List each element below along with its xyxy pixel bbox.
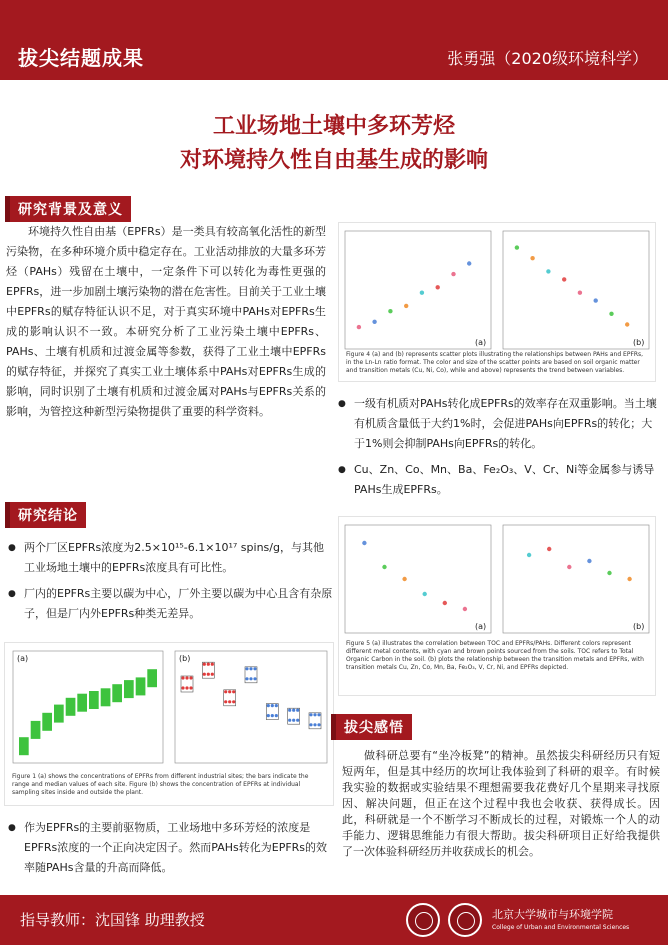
scatter-point: [567, 565, 571, 569]
background-paragraph: 环境持久性自由基（EPFRs）是一类具有较高氧化活性的新型污染物，在多种环境介质中稳定存在。工业活动排放的大量多环芳烃（PAHs）残留在土壤中，一定条件下可以转化为毒性更强的EPFRs，进一步加剧土壤污染物的潜在危害性。目前关于工业土壤中EPFRs的赋存特征认识不足，对于真实环境中PAHs对EPFRs生成的影响认识不一致。本研究分析了工业污染土壤中EPFRs、PAHs、土壤有机质和过渡金属等参数，获得了工业土壤中EPFRs的赋存特征，并探究了真实工业土壤体系中PAHs对EPFRs生成的影响，同时识别了土壤有机质和过渡金属对PAHs与EPFRs关系的影响，为管控这种新型污染物提供了重要的科学资料。: [6, 225, 326, 418]
bar: [147, 669, 157, 687]
scatter-point: [546, 269, 550, 273]
axis-frame: [503, 231, 649, 349]
box-point: [207, 673, 210, 676]
box-point: [253, 667, 256, 670]
header-author: 张勇强（2020级环境科学）: [447, 49, 648, 68]
box-point: [275, 714, 278, 717]
college-logo-icon: [448, 903, 482, 937]
scatter-point: [594, 298, 598, 302]
scatter-point: [562, 277, 566, 281]
box-point: [309, 723, 312, 726]
scatter-point: [530, 256, 534, 260]
box-point: [292, 719, 295, 722]
bar: [19, 737, 29, 755]
panel-label: (b): [179, 654, 191, 663]
box-point: [249, 677, 252, 680]
box-point: [203, 673, 206, 676]
figure-1b-panel: [175, 651, 327, 763]
conclusion-bullet-1: ● 两个厂区EPFRs浓度为2.5×10¹⁵-6.1×10¹⁷ spins/g，与其他工业场地土壤中的EPFRs浓度具有可比性。: [8, 538, 334, 578]
box-point: [271, 704, 274, 707]
box-point: [185, 676, 188, 679]
scatter-point: [587, 559, 591, 563]
scatter-point: [547, 547, 551, 551]
box-point: [292, 709, 295, 712]
bar: [112, 684, 122, 702]
scatter-point: [420, 291, 424, 295]
box-point: [232, 700, 235, 703]
header-title: 拔尖结题成果: [18, 46, 144, 70]
footer-bar: [0, 895, 668, 945]
right-bullet-1: ● 一级有机质对PAHs转化成EPFRs的效率存在双重影响。当土壤有机质含量低于大约1%时，会促进PAHs向EPFRs的转化；大于1%则会抑制PAHs向EPFRs的转化。: [338, 394, 660, 454]
box-point: [267, 704, 270, 707]
figure-5a-panel: [345, 525, 491, 633]
figure-4a-panel: [345, 231, 491, 349]
right-bullets: [338, 394, 660, 506]
footer-advisor: 指导教师：沈国锋 助理教授: [20, 911, 205, 929]
axis-frame: [345, 231, 491, 349]
panel-label: (a): [475, 622, 487, 631]
box-point: [181, 686, 184, 689]
scatter-point: [362, 541, 366, 545]
school-name-en: College of Urban and Environmental Sciences: [492, 924, 630, 931]
main-title-line1: 工业场地土壤中多环芳烃: [212, 114, 455, 139]
box-point: [185, 686, 188, 689]
scatter-point: [467, 261, 471, 265]
figure-5b-panel: [503, 525, 649, 633]
figure-1a-panel: [13, 651, 163, 763]
axis-frame: [345, 525, 491, 633]
axis-frame: [503, 525, 649, 633]
panel-label: (b): [633, 622, 645, 631]
bar: [77, 694, 87, 712]
conclusion-bullets: [8, 538, 334, 630]
figure-4b-panel: [503, 231, 649, 349]
box-point: [275, 704, 278, 707]
box-point: [267, 714, 270, 717]
bottom-bullet-1: ● 作为EPFRs的主要前驱物质，工业场地中多环芳烃的浓度是EPFRs浓度的一个正向决定因子。然而PAHs转化为EPFRs的效率随PAHs含量的升高而降低。: [8, 818, 334, 878]
box-point: [288, 719, 291, 722]
box-point: [288, 709, 291, 712]
scatter-point: [443, 601, 447, 605]
university-seal-icon: [406, 903, 440, 937]
box-point: [317, 723, 320, 726]
scatter-point: [627, 577, 631, 581]
header-bar: [0, 0, 668, 80]
bar: [89, 691, 99, 709]
box-point: [309, 713, 312, 716]
box-point: [313, 713, 316, 716]
box-point: [228, 700, 231, 703]
reflection-paragraph: 做科研总要有“坐冷板凳”的精神。虽然拔尖科研经历只有短短两年，但是其中经历的坎坷让我体验到了科研的艰辛。有时候我实验的数据或实验结果不理想需要我花费好几个星期来寻找原因、解决问题，但正在这个过程中我也会收获、获得成长。因此，科研就是一个不断学习不断成长的过程，对锻炼一个人的动手能力、逻辑思维能力有很大帮助。拔尖科研项目正好给我提供了一次体验科研经历并收获成长的机会。: [342, 749, 660, 858]
box-point: [296, 709, 299, 712]
box-point: [211, 663, 214, 666]
panel-label: (b): [633, 338, 645, 347]
scatter-point: [515, 245, 519, 249]
scatter-point: [436, 285, 440, 289]
box-point: [224, 690, 227, 693]
box-point: [181, 676, 184, 679]
scatter-point: [372, 320, 376, 324]
bottom-bullets: [8, 818, 334, 878]
box-point: [189, 686, 192, 689]
scatter-point: [404, 304, 408, 308]
bar: [66, 698, 76, 716]
box-point: [313, 723, 316, 726]
scatter-point: [423, 592, 427, 596]
bar: [101, 688, 111, 706]
box-point: [271, 714, 274, 717]
main-title-line2: 对环境持久性自由基生成的影响: [179, 148, 488, 173]
scatter-point: [527, 553, 531, 557]
scatter-point: [451, 272, 455, 276]
school-name-cn: 北京大学城市与环境学院: [492, 908, 613, 921]
figure-5-caption: Figure 5 (a) illustrates the correlation between TOC and EPFRs/PAHs. Different colors represent different metal contents, with cyan and brown points sourced from the soils. TOC refers to Total Organic Carbon in the soil. (b) plots the relationship between the transition metals and EPFRs, with transition metals Cu, Zn, Co, Mn, Ba, Fe₂O₃, V, Cr, Ni, and EPFRs depicted.: [346, 640, 644, 671]
scatter-point: [463, 607, 467, 611]
bar: [124, 680, 134, 698]
conclusion-bullet-2: ● 厂内的EPFRs主要以碳为中心，厂外主要以碳为中心且含有杂原子，但是厂内外EPFRs种类无差异。: [8, 584, 334, 624]
box-point: [224, 700, 227, 703]
box-point: [228, 690, 231, 693]
scatter-point: [625, 322, 629, 326]
box-point: [317, 713, 320, 716]
scatter-point: [388, 309, 392, 313]
box-point: [253, 677, 256, 680]
box-point: [232, 690, 235, 693]
box-point: [249, 667, 252, 670]
bar: [31, 721, 41, 739]
scatter-point: [382, 565, 386, 569]
scatter-point: [609, 312, 613, 316]
figure-1-caption: Figure 1 (a) shows the concentrations of EPFRs from different industrial sites; the bars indicate the range and median values of each site. Figure (b) shows the concentration of EPFRs at individual sampling sites inside and outside the plant.: [12, 773, 309, 796]
scatter-point: [607, 571, 611, 575]
panel-label: (a): [17, 654, 29, 663]
right-bullet-2: ● Cu、Zn、Co、Mn、Ba、Fe₂O₃、V、Cr、Ni等金属参与诱导PAHs生成EPFRs。: [338, 460, 660, 500]
section-label-reflection: 拔尖感悟: [336, 714, 412, 740]
box-point: [207, 663, 210, 666]
bar: [54, 705, 64, 723]
box-point: [189, 676, 192, 679]
section-label-background: 研究背景及意义: [10, 196, 131, 222]
axis-frame: [13, 651, 163, 763]
scatter-point: [402, 577, 406, 581]
bar: [42, 713, 52, 731]
bar: [136, 677, 146, 695]
box-point: [245, 677, 248, 680]
box-point: [296, 719, 299, 722]
scatter-point: [578, 291, 582, 295]
box-point: [211, 673, 214, 676]
box-point: [203, 663, 206, 666]
section-label-conclusion: 研究结论: [10, 502, 86, 528]
figure-4-caption: Figure 4 (a) and (b) represents scatter plots illustrating the relationships between PAHs and EPFRs, in the Ln-Ln ratio format. The color and size of the scatter points are based on soil organic matter and transition metals (Cu, Ni, Co), while and above) represents the trend between variables.: [346, 351, 644, 374]
scatter-point: [357, 325, 361, 329]
panel-label: (a): [475, 338, 487, 347]
box-point: [245, 667, 248, 670]
